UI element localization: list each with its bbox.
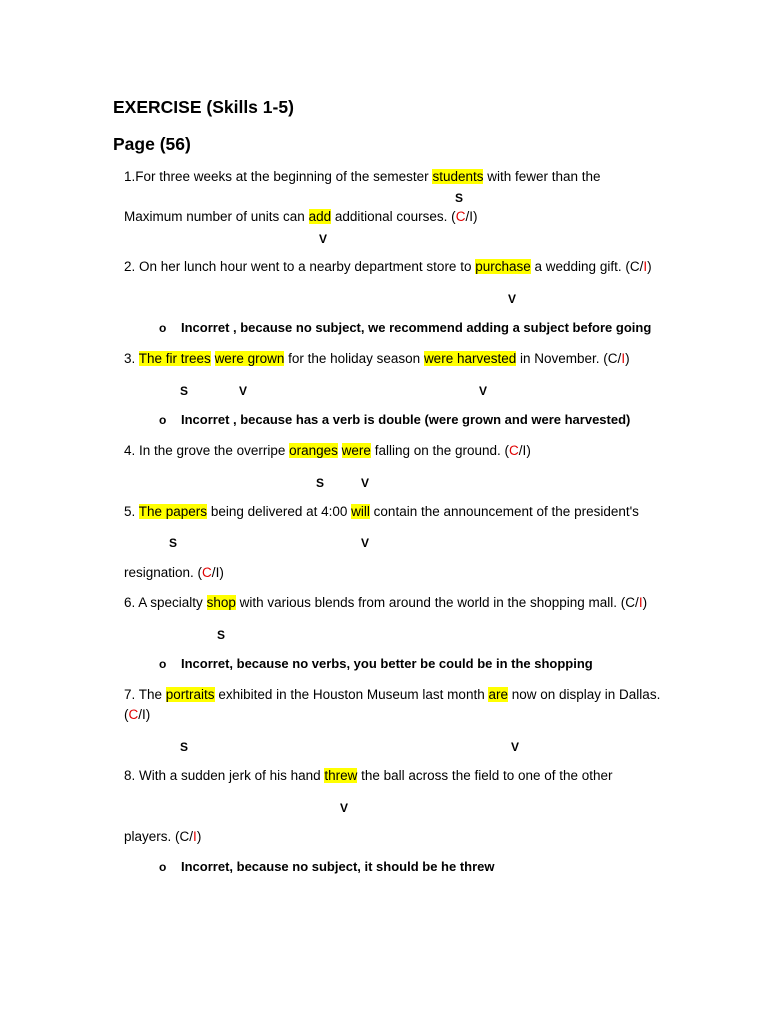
q5-verb-label: V (361, 536, 370, 550)
q8-bullet-icon: o (159, 860, 167, 874)
q4-choice-c: C (509, 443, 519, 458)
q6-subject-label: S (217, 628, 226, 642)
q5-text: 5. (124, 504, 139, 519)
question-5-line-2 (124, 564, 224, 582)
q1-close: ) (472, 209, 478, 224)
q2-note: Incorret , because no subject, we recommend adding a subject before going (181, 320, 652, 335)
q1-subject-label: S (455, 191, 464, 205)
q2-choice-i: I (643, 259, 648, 274)
q8-note: Incorret, because no subject, it should be he threw (181, 859, 495, 874)
q8-text-end: the ball across the field to one of the other (357, 768, 613, 783)
question-7-line-1 (124, 686, 660, 704)
q7-choice-sep: / (138, 707, 143, 722)
q7-choice-i: I (142, 707, 146, 722)
q3-subject-label: S (180, 384, 189, 398)
question-7-line-2 (124, 706, 150, 724)
q6-choice-c: C (625, 595, 636, 610)
q2-text: 2. On her lunch hour went to a nearby department store to (124, 259, 476, 274)
q7-verb-label: V (511, 740, 520, 754)
q7-subject-label: S (180, 740, 189, 754)
q8-verb-label: V (340, 801, 349, 815)
q3-choice-c: C (607, 351, 618, 366)
q7-text: 7. The (124, 687, 166, 702)
q2-choice-c: C (629, 259, 640, 274)
q1-text: 1.For three weeks at the beginning of the semester (124, 169, 433, 184)
q3-choice-i: I (621, 351, 626, 366)
q3-subject-highlight: The fir trees (138, 351, 211, 366)
q3-verb1-highlight: were grown (214, 351, 285, 366)
q4-subject-highlight: oranges (289, 443, 338, 458)
q4-text-end: falling on the ground. ( (370, 443, 510, 458)
q1-subject-highlight: students (432, 169, 484, 184)
q5-text-2: resignation. ( (124, 565, 203, 580)
q2-choice-sep: / (639, 259, 644, 274)
q5-choice-c: C (202, 565, 212, 580)
q7-subject-highlight: portraits (165, 687, 215, 702)
q7-close: ) (145, 707, 151, 722)
q6-close: ) (642, 595, 648, 610)
q5-subject-label: S (169, 536, 178, 550)
q3-choice-sep: / (617, 351, 622, 366)
q6-choice-i: I (638, 595, 643, 610)
q3-space (211, 351, 215, 366)
q2-verb-label: V (508, 292, 517, 306)
question-4 (124, 442, 531, 460)
q8-verb-highlight: threw (324, 768, 358, 783)
q6-subject-highlight: shop (206, 595, 236, 610)
q7-choice-c: C (128, 707, 139, 722)
q3-text-end: in November. ( (516, 351, 608, 366)
q2-close: ) (647, 259, 652, 274)
question-6 (124, 594, 647, 612)
question-3 (124, 350, 630, 368)
q1-choice-c: C (455, 209, 466, 224)
q5-choice-i: I (215, 565, 220, 580)
q5-choice-sep: / (211, 565, 216, 580)
exercise-title: EXERCISE (Skills 1-5) (113, 97, 294, 117)
q7-verb-highlight: are (488, 687, 508, 702)
q1-choice-sep: / (465, 209, 470, 224)
q5-text-mid: being delivered at 4:00 (207, 504, 352, 519)
q5-close: ) (219, 565, 224, 580)
q1-choice-i: I (469, 209, 473, 224)
q8-text-2: players. ( (124, 829, 180, 844)
q4-subject-label: S (316, 476, 325, 490)
q2-verb-highlight: purchase (475, 259, 531, 274)
q4-verb-label: V (361, 476, 370, 490)
q1-verb-label: V (319, 232, 328, 246)
q6-note: Incorret, because no verbs, you better be could be in the shopping (181, 656, 593, 671)
q8-choice-c: C (179, 829, 190, 844)
q3-bullet-icon: o (159, 413, 167, 427)
question-8-line-1 (124, 767, 613, 785)
q1-verb-highlight: add (308, 209, 332, 224)
q8-choice-i: I (193, 829, 197, 844)
q6-text: 6. A specialty (124, 595, 207, 610)
q7-text-mid: exhibited in the Houston Museum last month (214, 687, 489, 702)
question-1-line-1 (124, 168, 601, 186)
question-2 (124, 258, 652, 276)
q8-choice-sep: / (189, 829, 194, 844)
q3-text-mid: for the holiday season (284, 351, 424, 366)
q5-verb-highlight: will (351, 504, 370, 519)
q3-verb1-label: V (239, 384, 248, 398)
question-8-line-2 (124, 828, 201, 846)
q3-note: Incorret , because has a verb is double (were grown and were harvested) (181, 412, 631, 427)
question-5-line-1 (124, 503, 639, 521)
q6-choice-sep: / (635, 595, 639, 610)
q3-close: ) (625, 351, 630, 366)
q8-close: ) (196, 829, 202, 844)
q1-text-2: Maximum number of units can (124, 209, 309, 224)
q1-text-end: with fewer than the (483, 169, 601, 184)
q4-close: ) (526, 443, 531, 458)
q6-text-end: with various blends from around the world in the shopping mall. ( (235, 595, 626, 610)
q4-verb-highlight: were (341, 443, 371, 458)
q7-open: ( (124, 707, 129, 722)
page-heading: Page (56) (113, 134, 191, 154)
q3-verb2-highlight: were harvested (423, 351, 517, 366)
q4-choice-sep: / (518, 443, 523, 458)
q1-text-3: additional courses. ( (331, 209, 456, 224)
q8-text: 8. With a sudden jerk of his hand (124, 768, 325, 783)
question-1-line-2 (124, 208, 477, 226)
q3-verb2-label: V (479, 384, 488, 398)
q3-text: 3. (124, 351, 139, 366)
q5-subject-highlight: The papers (138, 504, 208, 519)
q7-text-end: now on display in Dallas. (507, 687, 661, 702)
q4-text: 4. In the grove the overripe (124, 443, 290, 458)
q4-choice-i: I (522, 443, 527, 458)
q5-text-end: contain the announcement of the president's (369, 504, 639, 519)
q2-bullet-icon: o (159, 321, 167, 335)
q6-bullet-icon: o (159, 657, 167, 671)
q2-text-end: a wedding gift. ( (530, 259, 630, 274)
